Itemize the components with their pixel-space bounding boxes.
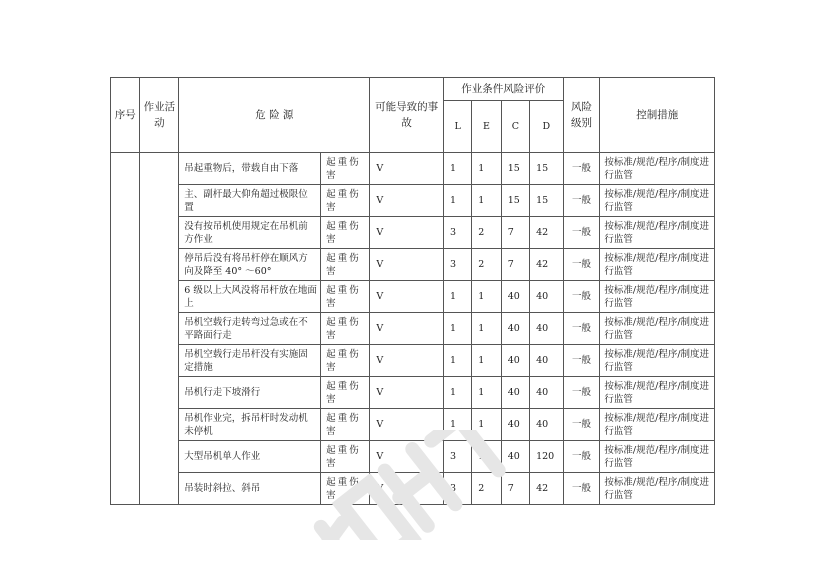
e-value-cell: 1 bbox=[472, 409, 501, 441]
accident-cell: 起重伤害 bbox=[321, 281, 370, 313]
table-row bbox=[111, 441, 715, 473]
e-value-cell: 1 bbox=[472, 345, 501, 377]
accident-cell: 起重伤害 bbox=[321, 249, 370, 281]
e-value-cell: 1 bbox=[472, 377, 501, 409]
applicable-mark-cell: V bbox=[370, 473, 444, 505]
applicable-mark-cell: V bbox=[370, 409, 444, 441]
l-value-cell: 1 bbox=[443, 153, 471, 185]
applicable-mark-cell: V bbox=[370, 377, 444, 409]
hazard-cell: 吊装时斜拉、斜吊 bbox=[179, 473, 321, 505]
c-value-cell: 40 bbox=[501, 409, 529, 441]
accident-cell: 起重伤害 bbox=[321, 217, 370, 249]
control-measure-cell: 按标准/规范/程序/制度进行监管 bbox=[600, 377, 715, 409]
risk-level-cell: 一般 bbox=[563, 377, 600, 409]
header-c: C bbox=[501, 101, 529, 153]
risk-level-cell: 一般 bbox=[563, 345, 600, 377]
c-value-cell: 40 bbox=[501, 281, 529, 313]
applicable-mark-cell: V bbox=[370, 249, 444, 281]
applicable-mark-cell: V bbox=[370, 281, 444, 313]
accident-cell: 起重伤害 bbox=[321, 409, 370, 441]
applicable-mark-cell: V bbox=[370, 441, 444, 473]
header-d: D bbox=[530, 101, 564, 153]
applicable-mark-cell: V bbox=[370, 217, 444, 249]
c-value-cell: 7 bbox=[501, 217, 529, 249]
accident-cell: 起重伤害 bbox=[321, 441, 370, 473]
table-row bbox=[111, 281, 715, 313]
hazard-cell: 吊机作业完，拆吊杆时发动机未停机 bbox=[179, 409, 321, 441]
accident-cell: 起重伤害 bbox=[321, 313, 370, 345]
table-row bbox=[111, 217, 715, 249]
hazard-cell: 主、副杆最大仰角超过极限位置 bbox=[179, 185, 321, 217]
d-value-cell: 120 bbox=[530, 441, 564, 473]
control-measure-cell: 按标准/规范/程序/制度进行监管 bbox=[600, 153, 715, 185]
header-risk-level: 风险级别 bbox=[563, 78, 600, 153]
l-value-cell: 3 bbox=[443, 473, 471, 505]
applicable-mark-cell: V bbox=[370, 153, 444, 185]
header-l: L bbox=[443, 101, 471, 153]
header-e: E bbox=[472, 101, 501, 153]
table-row bbox=[111, 473, 715, 505]
header-control: 控制措施 bbox=[600, 78, 715, 153]
d-value-cell: 15 bbox=[530, 153, 564, 185]
header-accident: 可能导致的事故 bbox=[370, 78, 444, 153]
d-value-cell: 42 bbox=[530, 217, 564, 249]
d-value-cell: 40 bbox=[530, 313, 564, 345]
l-value-cell: 1 bbox=[443, 345, 471, 377]
risk-level-cell: 一般 bbox=[563, 185, 600, 217]
c-value-cell: 15 bbox=[501, 185, 529, 217]
table-row bbox=[111, 249, 715, 281]
e-value-cell: 1 bbox=[472, 153, 501, 185]
control-measure-cell: 按标准/规范/程序/制度进行监管 bbox=[600, 281, 715, 313]
d-value-cell: 42 bbox=[530, 473, 564, 505]
l-value-cell: 3 bbox=[443, 249, 471, 281]
risk-assessment-table bbox=[110, 77, 715, 505]
accident-cell: 起重伤害 bbox=[321, 345, 370, 377]
l-value-cell: 3 bbox=[443, 217, 471, 249]
l-value-cell: 3 bbox=[443, 441, 471, 473]
risk-level-cell: 一般 bbox=[563, 281, 600, 313]
risk-level-cell: 一般 bbox=[563, 473, 600, 505]
table-row bbox=[111, 409, 715, 441]
e-value-cell: 2 bbox=[472, 249, 501, 281]
applicable-mark-cell: V bbox=[370, 345, 444, 377]
table-row bbox=[111, 377, 715, 409]
d-value-cell: 40 bbox=[530, 377, 564, 409]
control-measure-cell: 按标准/规范/程序/制度进行监管 bbox=[600, 185, 715, 217]
control-measure-cell: 按标准/规范/程序/制度进行监管 bbox=[600, 249, 715, 281]
header-activity: 作业活动 bbox=[140, 78, 179, 153]
control-measure-cell: 按标准/规范/程序/制度进行监管 bbox=[600, 345, 715, 377]
c-value-cell: 40 bbox=[501, 441, 529, 473]
c-value-cell: 40 bbox=[501, 345, 529, 377]
table-row bbox=[111, 345, 715, 377]
hazard-cell: 没有按吊机使用规定在吊机前方作业 bbox=[179, 217, 321, 249]
e-value-cell: 1 bbox=[472, 441, 501, 473]
risk-level-cell: 一般 bbox=[563, 249, 600, 281]
c-value-cell: 7 bbox=[501, 473, 529, 505]
table-row bbox=[111, 313, 715, 345]
e-value-cell: 2 bbox=[472, 473, 501, 505]
d-value-cell: 40 bbox=[530, 281, 564, 313]
c-value-cell: 7 bbox=[501, 249, 529, 281]
hazard-cell: 大型吊机单人作业 bbox=[179, 441, 321, 473]
accident-cell: 起重伤害 bbox=[321, 153, 370, 185]
d-value-cell: 42 bbox=[530, 249, 564, 281]
e-value-cell: 1 bbox=[472, 313, 501, 345]
c-value-cell: 40 bbox=[501, 377, 529, 409]
activity-cell bbox=[140, 153, 179, 505]
risk-level-cell: 一般 bbox=[563, 313, 600, 345]
hazard-cell: 停吊后没有将吊杆停在顺风方向及降至 40° ～60° bbox=[179, 249, 321, 281]
l-value-cell: 1 bbox=[443, 409, 471, 441]
hazard-cell: 6 级以上大风没将吊杆放在地面上 bbox=[179, 281, 321, 313]
c-value-cell: 40 bbox=[501, 313, 529, 345]
applicable-mark-cell: V bbox=[370, 313, 444, 345]
risk-level-cell: 一般 bbox=[563, 441, 600, 473]
l-value-cell: 1 bbox=[443, 281, 471, 313]
control-measure-cell: 按标准/规范/程序/制度进行监管 bbox=[600, 313, 715, 345]
risk-level-cell: 一般 bbox=[563, 217, 600, 249]
hazard-cell: 吊机行走下坡滑行 bbox=[179, 377, 321, 409]
applicable-mark-cell: V bbox=[370, 185, 444, 217]
l-value-cell: 1 bbox=[443, 313, 471, 345]
header-hazard: 危 险 源 bbox=[179, 78, 370, 153]
control-measure-cell: 按标准/规范/程序/制度进行监管 bbox=[600, 473, 715, 505]
table-row bbox=[111, 153, 715, 185]
header-evaluation-group: 作业条件风险评价 bbox=[443, 78, 563, 101]
d-value-cell: 15 bbox=[530, 185, 564, 217]
e-value-cell: 2 bbox=[472, 217, 501, 249]
control-measure-cell: 按标准/规范/程序/制度进行监管 bbox=[600, 441, 715, 473]
c-value-cell: 15 bbox=[501, 153, 529, 185]
risk-level-cell: 一般 bbox=[563, 409, 600, 441]
control-measure-cell: 按标准/规范/程序/制度进行监管 bbox=[600, 217, 715, 249]
table-row bbox=[111, 185, 715, 217]
risk-level-cell: 一般 bbox=[563, 153, 600, 185]
e-value-cell: 1 bbox=[472, 281, 501, 313]
index-cell bbox=[111, 153, 140, 505]
e-value-cell: 1 bbox=[472, 185, 501, 217]
l-value-cell: 1 bbox=[443, 185, 471, 217]
l-value-cell: 1 bbox=[443, 377, 471, 409]
hazard-cell: 吊机空载行走转弯过急或在不平路面行走 bbox=[179, 313, 321, 345]
control-measure-cell: 按标准/规范/程序/制度进行监管 bbox=[600, 409, 715, 441]
accident-cell: 起重伤害 bbox=[321, 377, 370, 409]
header-index: 序号 bbox=[111, 78, 140, 153]
d-value-cell: 40 bbox=[530, 345, 564, 377]
accident-cell: 起重伤害 bbox=[321, 185, 370, 217]
d-value-cell: 40 bbox=[530, 409, 564, 441]
hazard-cell: 吊起重物后，带载自由下落 bbox=[179, 153, 321, 185]
accident-cell: 起重伤害 bbox=[321, 473, 370, 505]
hazard-cell: 吊机空载行走吊杆没有实施固定措施 bbox=[179, 345, 321, 377]
